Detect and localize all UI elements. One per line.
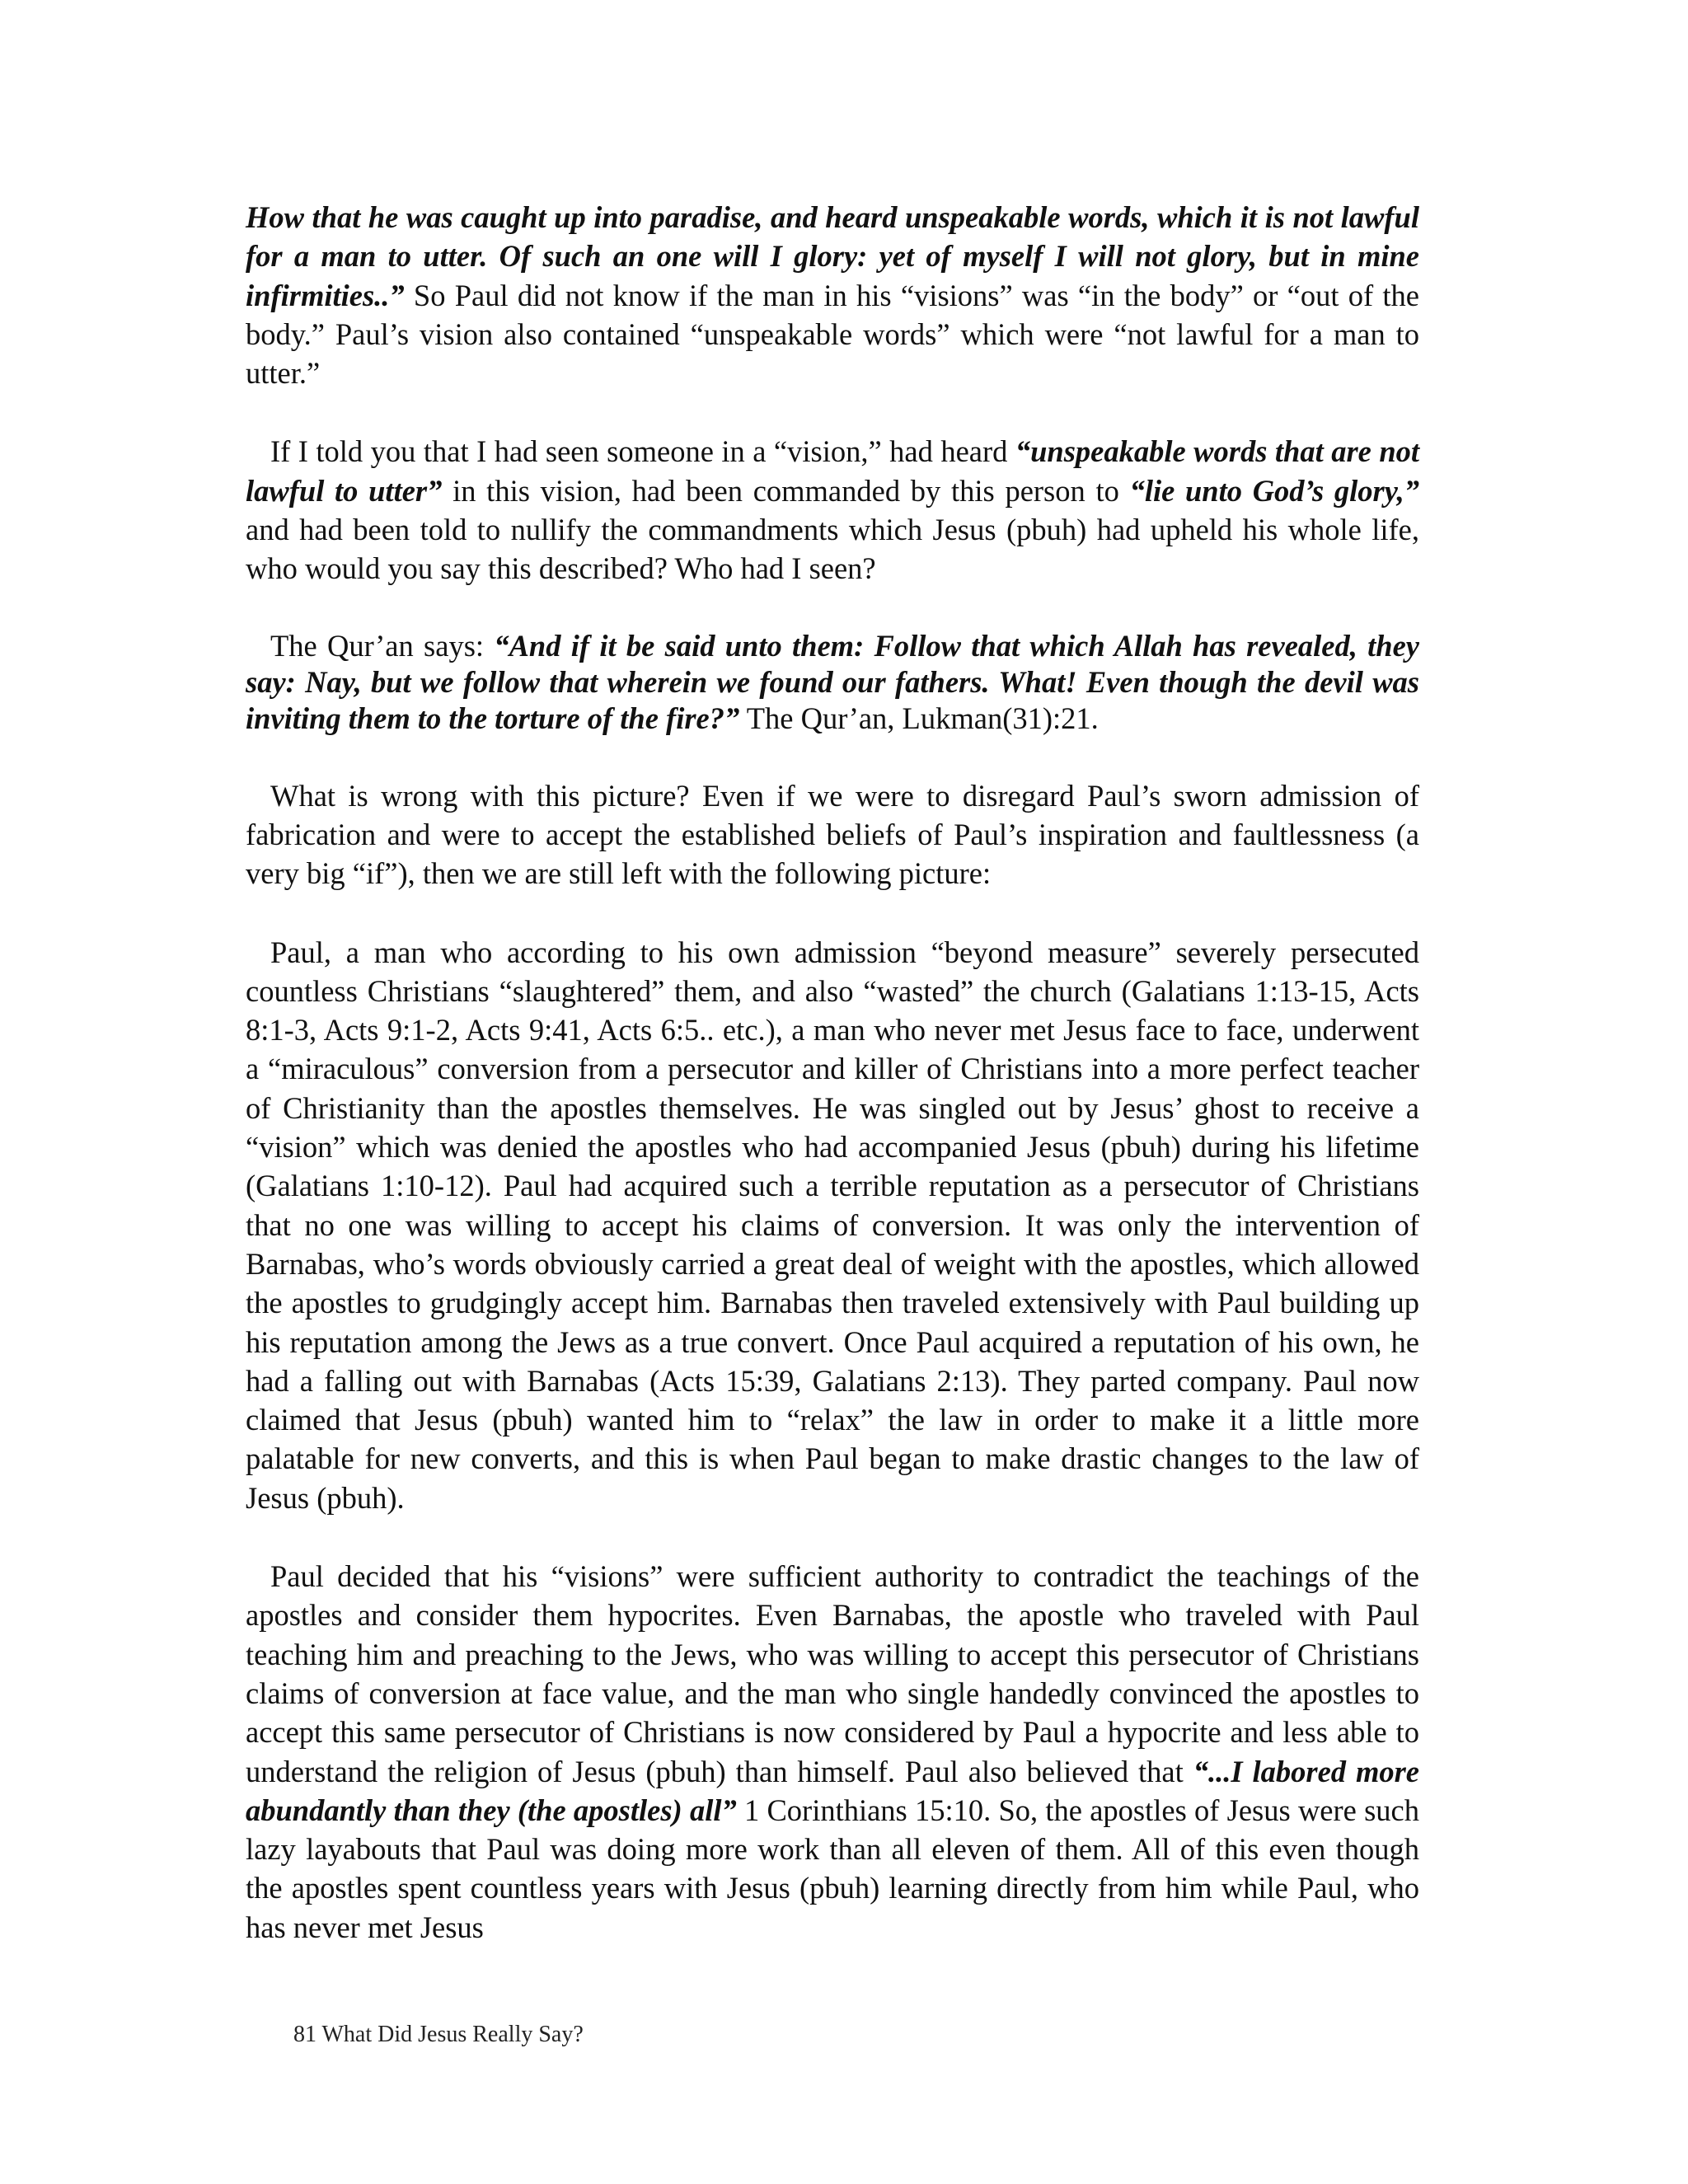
paragraph-4 [246, 776, 1419, 893]
body-sentence: The Qur’an says: [270, 628, 495, 663]
citation: The Qur’an, Lukman(31):21. [739, 701, 1099, 735]
paragraph-1 [246, 198, 1419, 392]
body-sentence: in this vision, had been commanded by this person to [442, 473, 1130, 508]
quran-quote: “And if it be said unto them: Follow that which Allah has revealed, they say: Nay, but we follow that wherein we found our fathers. What! Even though the devil was inviting them to the torture of the fire?” [246, 628, 1419, 735]
paragraph-5 [246, 933, 1419, 1517]
body-text [246, 198, 1419, 1986]
body-sentence: Paul decided that his “visions” were sufficient authority to contradict the teachings of the apostles and consider them hypocrites. Even Barnabas, the apostle who traveled with Paul teaching him and preaching to the Jews, who was willing to accept this persecutor of Christians claims of conversion at face value, and the man who single handedly convinced the apostles to accept this same persecutor of Christians is now considered by Paul a hypocrite and less able to understand the religion of Jesus (pbuh) than himself. Paul also believed that [246, 1559, 1419, 1788]
page-footer [293, 2022, 584, 2048]
body-sentence: 1 Corinthians 15:10. So, the apostles of Jesus were such lazy layabouts that Paul was doing more work than all eleven of them. All of this even though the apostles spent countless years with Jesus (pbuh) learning directly from him while Paul, who has never met Jesus [246, 1793, 1419, 1944]
paragraph-6 [246, 1557, 1419, 1947]
paragraph-2 [246, 432, 1419, 588]
body-sentence: If I told you that I had seen someone in a “vision,” had heard [270, 434, 1015, 469]
book-title: What Did Jesus Really Say? [321, 2022, 584, 2047]
body-sentence: What is wrong with this picture? Even if we were to disregard Paul’s sworn admission of fabrication and were to accept the established beliefs of Paul’s inspiration and faultlessness (a very big “if”), then we are still left with the following picture: [246, 778, 1419, 891]
body-sentence: So Paul did not know if the man in his “visions” was “in the body” or “out of the body.” Paul’s vision also contained “unspeakable words” which were “not lawful for a man to utter.” [246, 278, 1419, 391]
page-number: 81 [293, 2022, 316, 2047]
paragraph-3 [246, 628, 1419, 737]
scripture-quote: How that he was caught up into paradise, and heard unspeakable words, which it is not lawful for a man to utter. Of such an one will I glory: yet of myself I will not glory, but in mine infirmities..” [246, 200, 1419, 312]
body-sentence: Paul, a man who according to his own admission “beyond measure” severely persecuted countless Christians “slaughtered” them, and also “wasted” the church (Galatians 1:13-15, Acts 8:1-3, Acts 9:1-2, Acts 9:41, Acts 6:5.. etc.), a man who never met Jesus face to face, underwent a “miraculous” conversion from a persecutor and killer of Christians into a more perfect teacher of Christianity than the apostles themselves. He was singled out by Jesus’ ghost to receive a “vision” which was denied the apostles who had accompanied Jesus (pbuh) during his lifetime (Galatians 1:10-12). Paul had acquired such a terrible reputation as a persecutor of Christians that no one was willing to accept his claims of conversion. It was only the intervention of Barnabas, who’s words obviously carried a great deal of weight with the apostles, which allowed the apostles to grudgingly accept him. Barnabas then traveled extensively with Paul building up his reputation among the Jews as a true convert. Once Paul acquired a reputation of his own, he had a falling out with Barnabas (Acts 15:39, Galatians 2:13). They parted company. Paul now claimed that Jesus (pbuh) wanted him to “relax” the law in order to make it a little more palatable for new converts, and this is when Paul began to make drastic changes to the law of Jesus (pbuh). [246, 935, 1419, 1515]
emphasis-quote: “...I labored more abundantly than they (the apostles) all” [246, 1754, 1419, 1827]
emphasis-quote: “unspeakable words that are not lawful to utter” [246, 434, 1420, 508]
emphasis-quote: “lie unto God’s glory,” [1129, 473, 1419, 508]
body-sentence: and had been told to nullify the commandments which Jesus (pbuh) had upheld his whole life, who would you say this described? Who had I seen? [246, 513, 1419, 586]
